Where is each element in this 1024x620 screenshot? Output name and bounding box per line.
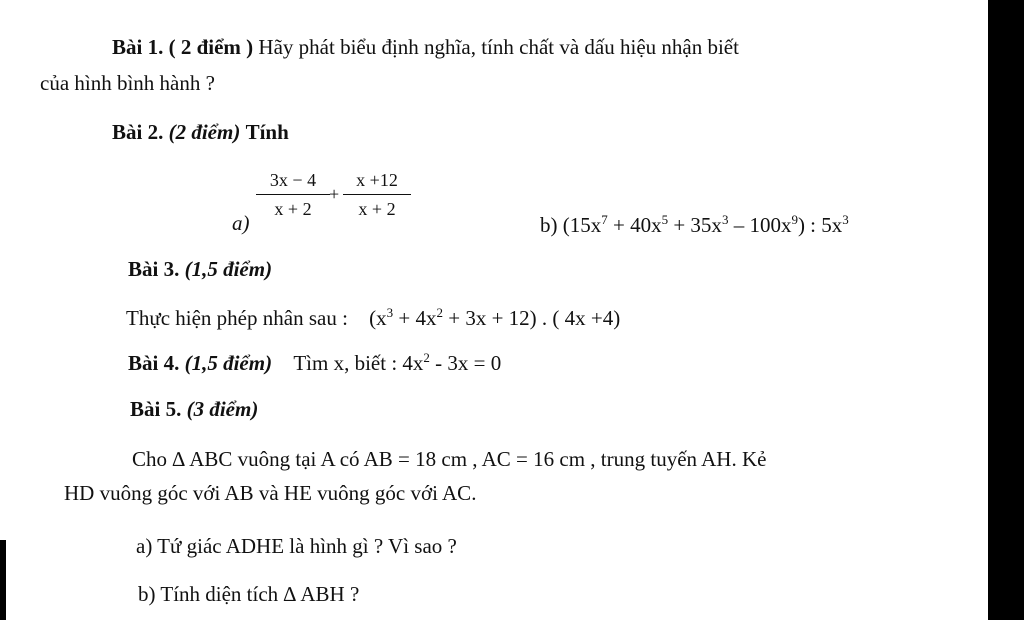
bai5-part-a: a) Tứ giác ADHE là hình gì ? Vì sao ? xyxy=(136,534,457,558)
fraction-1 xyxy=(256,168,330,221)
fraction-1-numerator: 3x − 4 xyxy=(269,170,317,190)
bai5-line2: HD vuông góc với AB và HE vuông góc với AC. xyxy=(64,481,477,505)
fraction-1-bar xyxy=(256,194,330,195)
bai2-b-term2: + 40x xyxy=(607,213,662,237)
bai4-exp-2: 2 xyxy=(423,350,430,365)
exp-3b: 3 xyxy=(842,212,849,227)
exp-3a: 3 xyxy=(721,212,729,227)
bai5-points: (3 điểm) xyxy=(186,397,259,421)
bai2-b-term5: ) : 5x xyxy=(797,213,843,237)
bai2-points: (2 điểm) xyxy=(168,120,241,144)
bai5-heading xyxy=(130,396,258,422)
bai2-b-term4: – 100x xyxy=(728,213,792,237)
bai3-expr-mid: + 4x xyxy=(393,306,437,330)
exp-9: 9 xyxy=(791,212,798,227)
bai4-text-end: - 3x = 0 xyxy=(429,351,502,375)
bai5-label: Bài 5. xyxy=(130,397,182,421)
bai3-expr-rest: + 3x + 12) . ( 4x +4) xyxy=(443,306,621,330)
bai1-label: Bài 1. xyxy=(112,35,164,59)
fraction-2-bar xyxy=(343,194,411,195)
bai4-points: (1,5 điểm) xyxy=(184,351,273,375)
bai3-exp-3: 3 xyxy=(386,305,394,320)
bai2-b-term1: (15x xyxy=(562,213,602,237)
plus-sign: + xyxy=(329,184,340,204)
bai5-part-b: b) Tính diện tích ∆ ABH ? xyxy=(138,582,360,606)
bai3-expr-open: (x xyxy=(369,306,387,330)
bai3-body xyxy=(126,305,620,331)
bai4-label: Bài 4. xyxy=(128,351,180,375)
bai2-b-label: b) xyxy=(540,213,558,237)
bai1-line1 xyxy=(112,34,739,60)
fraction-2 xyxy=(343,168,411,221)
bai2-a-label xyxy=(232,210,250,236)
bai1-line2: của hình bình hành ? xyxy=(40,71,215,95)
bai3-points: (1,5 điểm) xyxy=(184,257,273,281)
bai3-exp-2: 2 xyxy=(436,305,443,320)
bai3-text: Thực hiện phép nhân sau : xyxy=(126,306,348,330)
bai4-text: Tìm x, biết : 4x xyxy=(293,351,424,375)
exp-7: 7 xyxy=(601,212,608,227)
bai2-a-label-text: a) xyxy=(232,211,250,235)
scan-edge-left xyxy=(0,540,6,620)
bai2-task: Tính xyxy=(245,120,289,144)
bai5-line1: Cho ∆ ABC vuông tại A có AB = 18 cm , AC = 16 cm , trung tuyến AH. Kẻ xyxy=(132,447,767,471)
fraction-2-denominator: x + 2 xyxy=(358,199,396,219)
bai3-label: Bài 3. xyxy=(128,257,180,281)
bai3-heading xyxy=(128,256,272,282)
bai1-points: ( 2 điểm ) xyxy=(168,35,254,59)
fraction-2-numerator: x +12 xyxy=(356,170,398,190)
bai2-b-term3: + 35x xyxy=(668,213,722,237)
bai4-line xyxy=(128,350,501,376)
exp-5: 5 xyxy=(661,212,669,227)
bai1-text: Hãy phát biểu định nghĩa, tính chất và dấu hiệu nhận biết xyxy=(258,35,739,59)
bai2-b-expression xyxy=(540,212,849,238)
bai2-label: Bài 2. xyxy=(112,120,164,144)
bai2-heading xyxy=(112,119,289,145)
scan-edge-right xyxy=(988,0,1024,620)
fraction-1-denominator: x + 2 xyxy=(274,199,312,219)
